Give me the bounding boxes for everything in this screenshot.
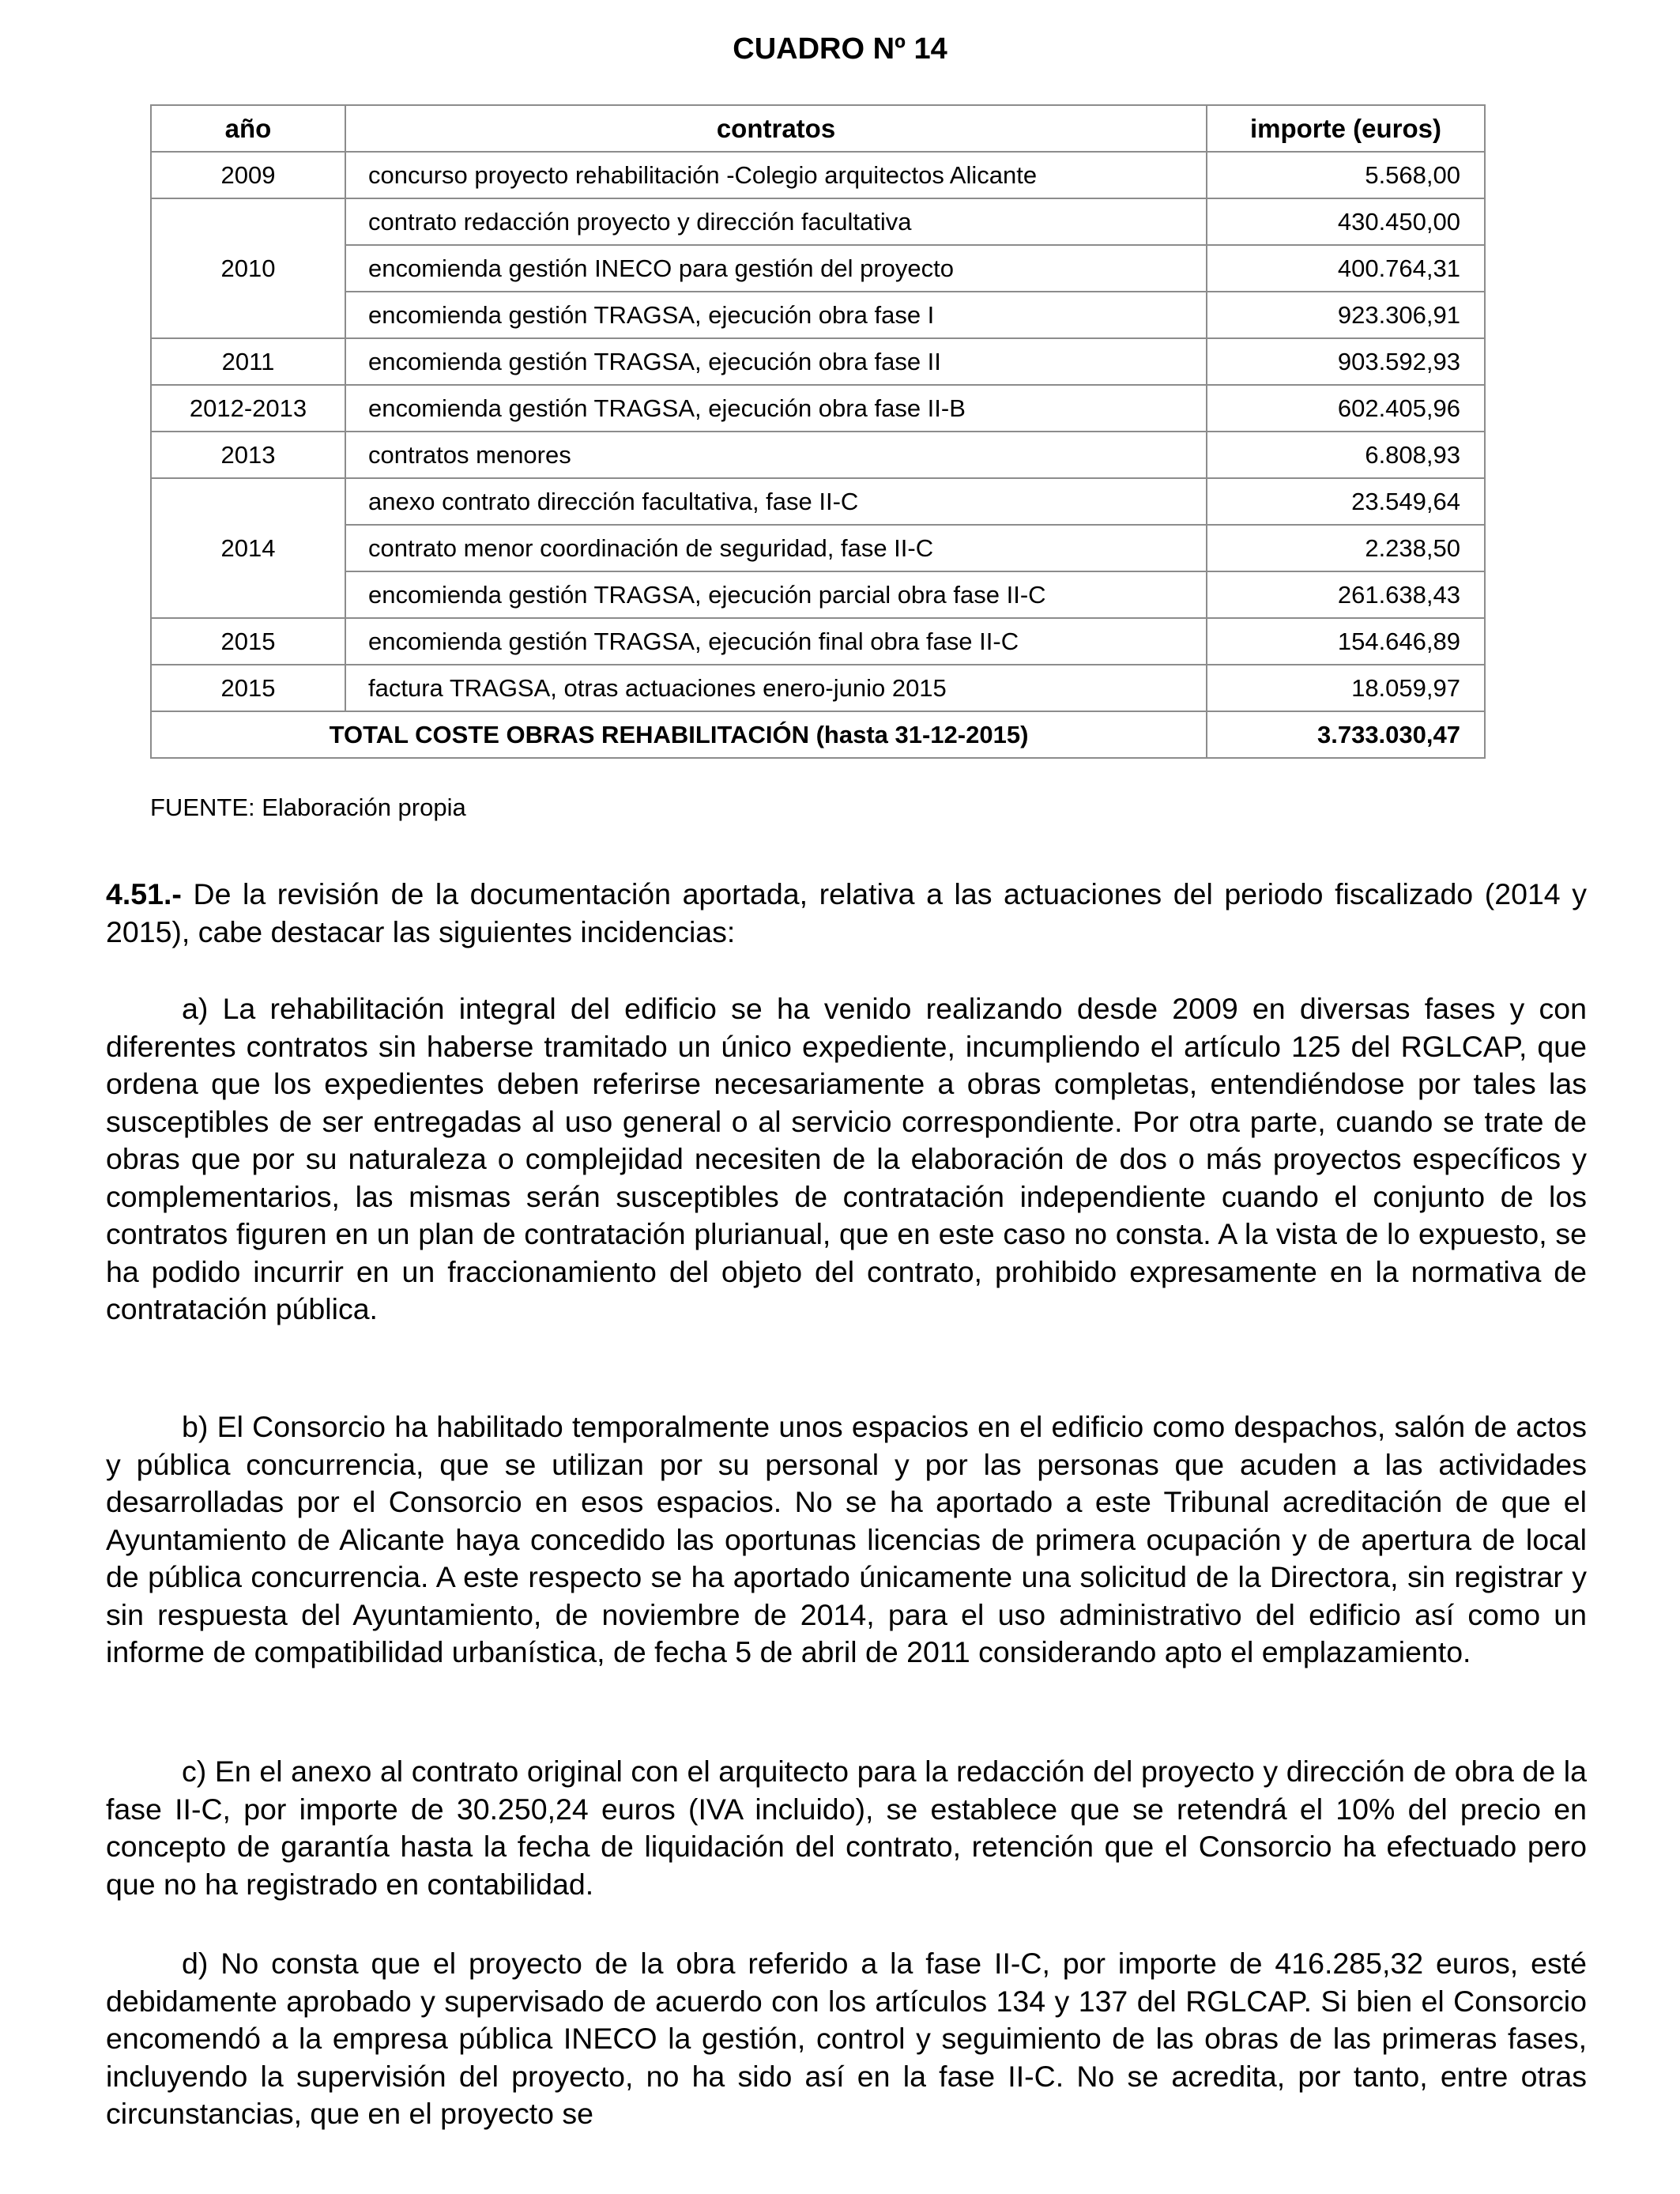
table-row <box>151 152 1485 198</box>
cell-contract: encomienda gestión TRAGSA, ejecución parcial obra fase II-C <box>345 571 1207 618</box>
paragraph-number: 4.51.- <box>106 877 182 910</box>
paragraph-text: d) No consta que el proyecto de la obra referido a la fase II-C, por importe de 416.285,32 euros, esté debidamente aprobado y supervisado de acuerdo con los artículos 134 y 137 del RGLCAP. Si bien el Consorcio encomendó a la empresa pública INECO la gestión, control y seguimiento de las obras de las primeras fases, incluyendo la supervisión del proyecto, no ha sido así en la fase II-C. No se acredita, por tanto, entre otras circunstancias, que en el proyecto se <box>106 1947 1587 2130</box>
total-amount: 3.733.030,47 <box>1207 711 1485 758</box>
cell-amount: 923.306,91 <box>1207 292 1485 338</box>
paragraph-b <box>106 1408 1587 1672</box>
cell-contract: contrato redacción proyecto y dirección facultativa <box>345 198 1207 245</box>
table-row <box>151 385 1485 432</box>
column-header-year: año <box>151 105 345 152</box>
column-header-amount: importe (euros) <box>1207 105 1485 152</box>
cell-year: 2015 <box>151 665 345 711</box>
cell-year: 2014 <box>151 478 345 618</box>
cell-contract: encomienda gestión TRAGSA, ejecución final obra fase II-C <box>345 618 1207 665</box>
cell-year: 2009 <box>151 152 345 198</box>
cell-amount: 903.592,93 <box>1207 338 1485 385</box>
cell-year: 2010 <box>151 198 345 338</box>
table-row <box>151 525 1485 571</box>
cell-year: 2013 <box>151 432 345 478</box>
cell-year: 2015 <box>151 618 345 665</box>
cell-amount: 430.450,00 <box>1207 198 1485 245</box>
paragraph-d <box>106 1945 1587 2133</box>
cell-amount: 602.405,96 <box>1207 385 1485 432</box>
table-row <box>151 665 1485 711</box>
paragraph-text: a) La rehabilitación integral del edificio se ha venido realizando desde 2009 en diversas fases y con diferentes contratos sin haberse tramitado un único expediente, incumpliendo el artículo 125 del RGLCAP, que ordena que los expedientes deben referirse necesariamente a obras completas, entendiéndose por tales las susceptibles de ser entregadas al uso general o al servicio correspondiente. Por otra parte, cuando se trate de obras que por su naturaleza o complejidad necesiten de la elaboración de dos o más proyectos específicos y complementarios, las mismas serán susceptibles de contratación independiente cuando el conjunto de los contratos figuren en un plan de contratación plurianual, que en este caso no consta. A la vista de lo expuesto, se ha podido incurrir en un fraccionamiento del objeto del contrato, prohibido expresamente en la normativa de contratación pública. <box>106 992 1587 1325</box>
table-row <box>151 245 1485 292</box>
cell-amount: 154.646,89 <box>1207 618 1485 665</box>
cell-amount: 400.764,31 <box>1207 245 1485 292</box>
table-row <box>151 618 1485 665</box>
total-label: TOTAL COSTE OBRAS REHABILITACIÓN (hasta 31-12-2015) <box>151 711 1207 758</box>
cell-contract: contratos menores <box>345 432 1207 478</box>
cell-contract: concurso proyecto rehabilitación -Colegio arquitectos Alicante <box>345 152 1207 198</box>
paragraph-text: De la revisión de la documentación aportada, relativa a las actuaciones del periodo fiscalizado (2014 y 2015), cabe destacar las siguientes incidencias: <box>106 877 1587 948</box>
cell-year: 2012-2013 <box>151 385 345 432</box>
cell-amount: 6.808,93 <box>1207 432 1485 478</box>
cell-amount: 5.568,00 <box>1207 152 1485 198</box>
table-row <box>151 478 1485 525</box>
cell-contract: encomienda gestión TRAGSA, ejecución obra fase II <box>345 338 1207 385</box>
cell-contract: encomienda gestión INECO para gestión del proyecto <box>345 245 1207 292</box>
table-header-row <box>151 105 1485 152</box>
contracts-table <box>150 104 1486 759</box>
paragraph-4-51 <box>106 876 1587 951</box>
cell-contract: anexo contrato dirección facultativa, fase II-C <box>345 478 1207 525</box>
table-row <box>151 292 1485 338</box>
cell-contract: encomienda gestión TRAGSA, ejecución obra fase II-B <box>345 385 1207 432</box>
table-row <box>151 571 1485 618</box>
cell-year: 2011 <box>151 338 345 385</box>
cell-contract: factura TRAGSA, otras actuaciones enero-junio 2015 <box>345 665 1207 711</box>
column-header-contracts: contratos <box>345 105 1207 152</box>
cell-amount: 261.638,43 <box>1207 571 1485 618</box>
table-source-note: FUENTE: Elaboración propia <box>150 794 466 821</box>
cell-contract: contrato menor coordinación de seguridad, fase II-C <box>345 525 1207 571</box>
table-row <box>151 432 1485 478</box>
table-total-row <box>151 711 1485 758</box>
table-row <box>151 198 1485 245</box>
paragraph-text: b) El Consorcio ha habilitado temporalmente unos espacios en el edificio como despachos, salón de actos y pública concurrencia, que se utilizan por su personal y por las personas que acuden a las actividades desarrolladas por el Consorcio en esos espacios. No se ha aportado a este Tribunal acreditación de que el Ayuntamiento de Alicante haya concedido las oportunas licencias de primera ocupación y de apertura de local de pública concurrencia. A este respecto se ha aportado únicamente una solicitud de la Directora, sin registrar y sin respuesta del Ayuntamiento, de noviembre de 2014, para el uso administrativo del edificio así como un informe de compatibilidad urbanística, de fecha 5 de abril de 2011 considerando apto el emplazamiento. <box>106 1410 1587 1668</box>
table-row <box>151 338 1485 385</box>
cell-amount: 23.549,64 <box>1207 478 1485 525</box>
cell-contract: encomienda gestión TRAGSA, ejecución obra fase I <box>345 292 1207 338</box>
paragraph-c <box>106 1753 1587 1903</box>
paragraph-text: c) En el anexo al contrato original con el arquitecto para la redacción del proyecto y dirección de obra de la fase II-C, por importe de 30.250,24 euros (IVA incluido), se establece que se retendrá el 10% del precio en concepto de garantía hasta la fecha de liquidación del contrato, retención que el Consorcio ha efectuado pero que no ha registrado en contabilidad. <box>106 1755 1587 1901</box>
table-title: CUADRO Nº 14 <box>733 32 947 66</box>
paragraph-a <box>106 990 1587 1329</box>
cell-amount: 2.238,50 <box>1207 525 1485 571</box>
cell-amount: 18.059,97 <box>1207 665 1485 711</box>
